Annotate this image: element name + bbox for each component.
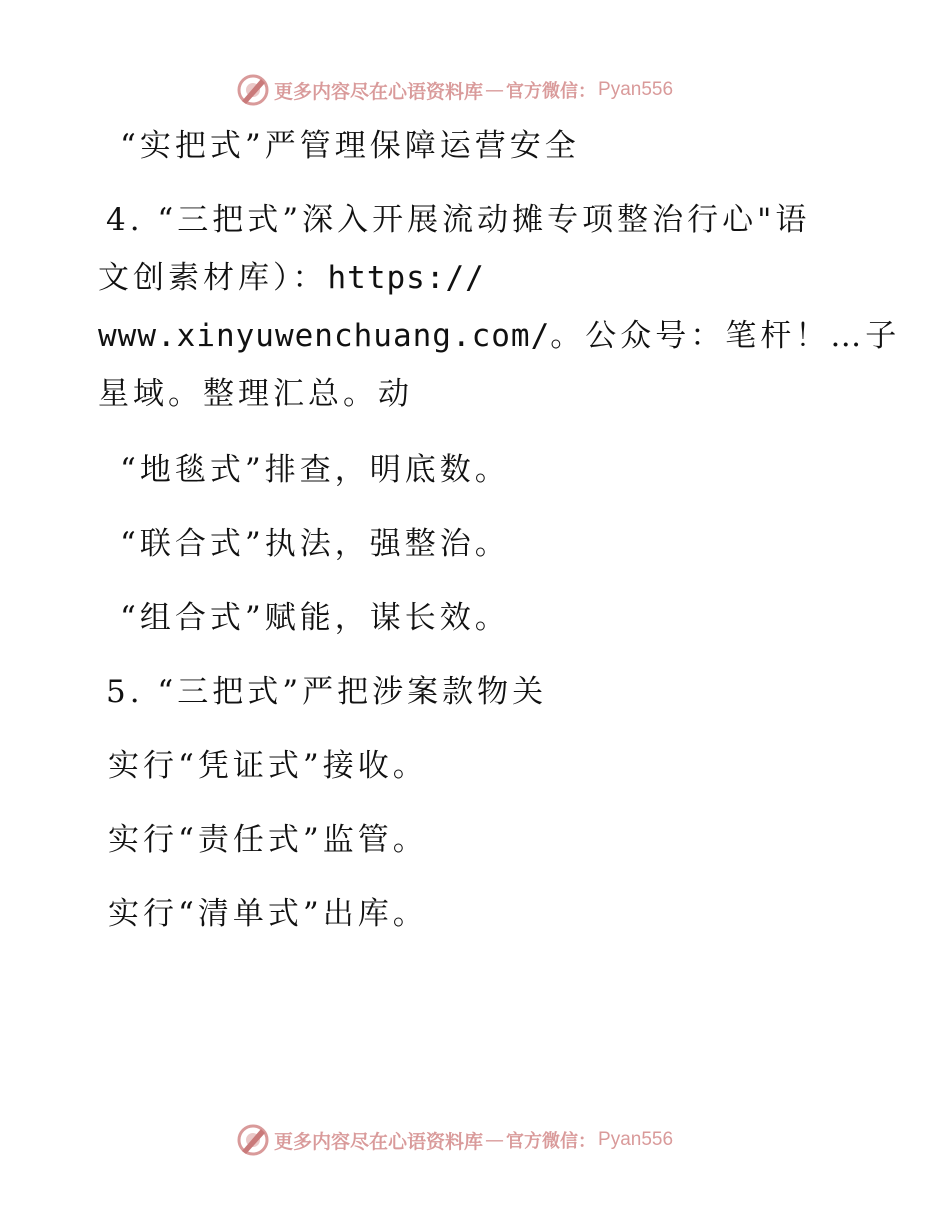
footer-banner (236, 1122, 673, 1158)
body-line-3-text: 文创素材库）： (98, 260, 328, 296)
body-line-12: 实行“清单式”出库。 (108, 896, 428, 932)
footer-wechat-label: 官方微信： (506, 1131, 597, 1152)
header-wechat-label: 官方微信： (506, 81, 597, 102)
body-line-6: “地毯式”排查，明底数。 (120, 452, 510, 488)
body-line-10: 实行“凭证式”接收。 (108, 748, 428, 784)
pen-logo-icon (236, 1123, 270, 1157)
body-line-1: “实把式”严管理保障运营安全 (120, 128, 580, 164)
body-line-9: 5. “三把式”严把涉案款物关 (106, 674, 548, 710)
body-line-5: 星域。整理汇总。动 (98, 376, 413, 412)
body-line-11: 实行“责任式”监管。 (108, 822, 428, 858)
body-line-8: “组合式”赋能，谋长效。 (120, 600, 510, 636)
body-line-2: 4. “三把式”深入开展流动摊专项整治行心"语 (106, 202, 811, 238)
body-line-7: “联合式”执法，强整治。 (120, 526, 510, 562)
header-banner (236, 72, 673, 108)
footer-wechat-id: Pyan556 (598, 1129, 674, 1150)
header-banner-separator: — (485, 79, 505, 101)
header-banner-text: 更多内容尽在心语资料库 (274, 80, 484, 103)
body-line-3 (98, 258, 485, 298)
footer-banner-text: 更多内容尽在心语资料库 (274, 1130, 484, 1153)
pen-logo-icon (236, 73, 270, 107)
footer-banner-separator: — (485, 1129, 505, 1151)
body-line-4-text: 。公众号：笔杆！…子 (550, 318, 901, 354)
body-line-3-url: https:// (327, 260, 485, 296)
header-wechat-id: Pyan556 (598, 79, 674, 100)
body-line-4 (98, 316, 900, 356)
body-line-4-url: www.xinyuwenchuang.com/ (98, 318, 551, 354)
